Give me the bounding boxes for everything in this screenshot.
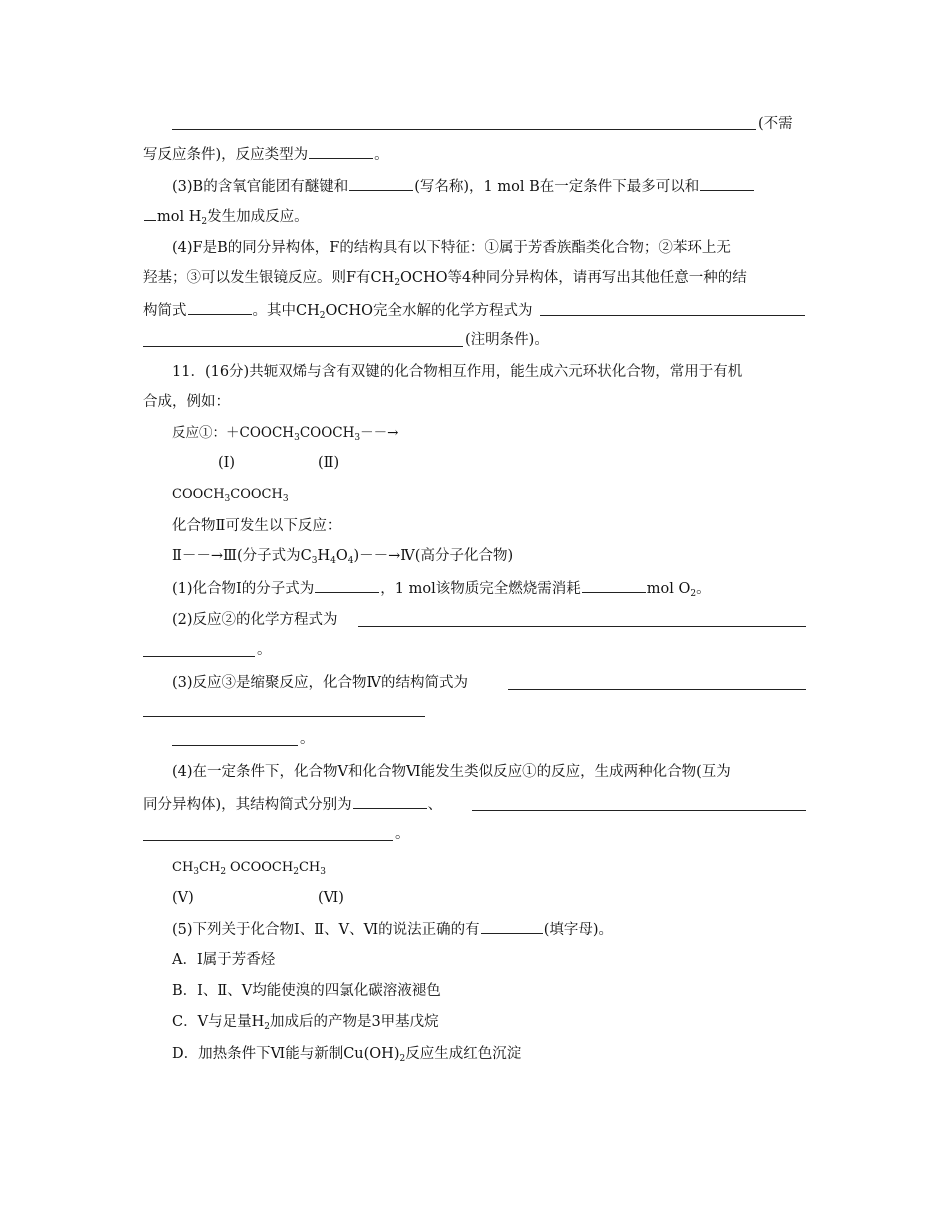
text: (Ⅱ) (318, 455, 340, 471)
text: OCOOCH (230, 860, 294, 875)
text: O (335, 548, 348, 564)
text-line (143, 392, 808, 412)
text: ，1 mol该物质完全燃烧需消耗 (380, 581, 581, 597)
text: 发生加成反应。 (207, 209, 309, 225)
text-line (143, 794, 808, 815)
text: (Ⅰ) (218, 455, 236, 471)
answer-blank (143, 346, 463, 347)
subscript: 3 (193, 867, 200, 877)
subscript: 4 (347, 556, 354, 566)
text-line (172, 516, 837, 536)
text: A．Ⅰ属于芳香烃 (172, 952, 276, 968)
text-line (143, 144, 808, 165)
text: 羟基；③可以发生银镜反应。则F有CH (143, 270, 395, 286)
compound-label (218, 453, 278, 473)
text-line (172, 176, 837, 197)
text: (1)化合物Ⅰ的分子式为 (172, 581, 315, 597)
text: (写名称)，1 mol B在一定条件下最多可以和 (414, 179, 700, 195)
text: 11．(16分)共轭双烯与含有双键的化合物相互作用，能生成六元环状化合物，常用于有机 (172, 364, 743, 380)
compound-label (172, 888, 232, 908)
text: 反应①：＋COOCH (172, 425, 295, 441)
answer-blank (481, 919, 543, 934)
text: mol H (157, 209, 202, 225)
answer-blank (188, 300, 252, 315)
text-line (143, 206, 808, 227)
answer-blank (353, 794, 427, 809)
compound-label (318, 888, 378, 908)
text: 。 (257, 642, 272, 658)
text: 。 (300, 731, 315, 747)
sub-question-4 (172, 762, 837, 782)
answer-blank (315, 578, 379, 593)
answer-blank (172, 745, 298, 746)
subscript: 3 (224, 494, 231, 504)
sub-question-1 (172, 578, 837, 599)
text: (2)反应②的化学方程式为 (172, 612, 338, 628)
text: (填字母)。 (543, 922, 614, 938)
answer-blank (144, 206, 156, 221)
sub-question-5 (172, 919, 837, 940)
text: CH (298, 860, 321, 875)
answer-blank (700, 176, 754, 191)
text-line (758, 114, 818, 134)
text: 合成，例如： (143, 394, 230, 410)
text: 。其中CH (252, 303, 320, 319)
text: 构简式 (143, 303, 187, 319)
option-c (172, 1012, 837, 1032)
text: 反应生成红色沉淀 (405, 1046, 522, 1062)
text: 。 (374, 147, 389, 163)
text-line (257, 640, 287, 660)
answer-blank (143, 716, 425, 717)
subscript: 3 (294, 433, 300, 443)
compound-vi-formula (230, 858, 350, 878)
text: (4)在一定条件下，化合物Ⅴ和化合物Ⅵ能发生类似反应①的反应，生成两种化合物(互为 (172, 764, 731, 780)
text: OCHO完全水解的化学方程式为 (325, 303, 533, 319)
text-line (143, 300, 808, 321)
sub-question-2 (172, 610, 837, 630)
subscript: 2 (394, 278, 401, 288)
text: COOCH (172, 487, 225, 502)
subscript: 2 (264, 1022, 270, 1032)
subscript: 2 (220, 867, 227, 877)
text: Ⅱ－－→Ⅲ(分子式为C (172, 548, 312, 564)
option-d (172, 1044, 837, 1064)
sub-question-3 (172, 673, 837, 693)
text: 、 (427, 797, 443, 813)
text: H (317, 548, 331, 564)
text-line (143, 268, 808, 288)
answer-blank (172, 129, 756, 130)
text: CH (172, 860, 194, 875)
text-line (395, 824, 425, 844)
answer-blank (143, 840, 393, 841)
text-line (172, 238, 837, 258)
question-11-title (172, 362, 837, 382)
compound-label (318, 453, 378, 473)
answer-blank (349, 176, 413, 191)
subscript: 3 (282, 494, 289, 504)
text: (Ⅵ) (318, 890, 344, 906)
text: (5)下列关于化合物Ⅰ、Ⅱ、Ⅴ、Ⅵ的说法正确的有 (172, 922, 480, 938)
reaction-chain (172, 546, 837, 566)
answer-blank (309, 144, 373, 159)
product-formula (172, 485, 837, 505)
answer-blank (582, 578, 646, 593)
text: COOCH (299, 425, 355, 441)
subscript: 4 (330, 556, 336, 566)
text: 化合物Ⅱ可发生以下反应： (172, 518, 342, 534)
text: OCHO等4种同分异构体，请再写出其他任意一种的结 (400, 270, 747, 286)
text: (Ⅴ) (172, 890, 194, 906)
text: B．Ⅰ、Ⅱ、Ⅴ均能使溴的四氯化碳溶液褪色 (172, 983, 441, 999)
subscript: 2 (319, 311, 326, 321)
text: 同分异构体)，其结构简式分别为 (143, 797, 352, 813)
text: )－－→Ⅳ(高分子化合物) (353, 548, 514, 564)
subscript: 2 (201, 217, 208, 227)
subscript: 2 (399, 1054, 406, 1064)
text: COOCH (230, 487, 283, 502)
text: －－→ (360, 425, 399, 441)
answer-blank (508, 689, 806, 690)
answer-blank (540, 315, 805, 316)
subscript: 2 (293, 867, 299, 877)
text: (注明条件)。 (465, 332, 549, 348)
text: (3)B的含氧官能团有醚键和 (172, 179, 349, 195)
text: 写反应条件)，反应类型为 (143, 147, 309, 163)
text: 加成后的产物是3甲基戊烷 (269, 1014, 439, 1030)
text: (3)反应③是缩聚反应，化合物Ⅳ的结构简式为 (172, 675, 469, 691)
answer-blank (143, 656, 255, 657)
answer-blank (472, 810, 806, 811)
answer-blank (358, 626, 806, 627)
text: (不需 (758, 116, 793, 132)
text: 。 (696, 581, 711, 597)
text: D．加热条件下Ⅵ能与新制Cu(OH) (172, 1046, 400, 1062)
text-line (465, 330, 665, 350)
subscript: 2 (690, 589, 697, 599)
text-line (300, 729, 330, 749)
text: C．Ⅴ与足量H (172, 1014, 265, 1030)
text: 。 (395, 826, 410, 842)
option-a (172, 950, 837, 970)
subscript: 3 (311, 556, 318, 566)
text: mol O (646, 581, 691, 597)
text: (4)F是B的同分异构体，F的结构具有以下特征：①属于芳香族酯类化合物；②苯环上无 (172, 240, 731, 256)
subscript: 3 (354, 433, 361, 443)
subscript: 3 (320, 867, 326, 877)
option-b (172, 981, 837, 1001)
text: CH (199, 860, 221, 875)
reaction-1 (172, 423, 837, 443)
